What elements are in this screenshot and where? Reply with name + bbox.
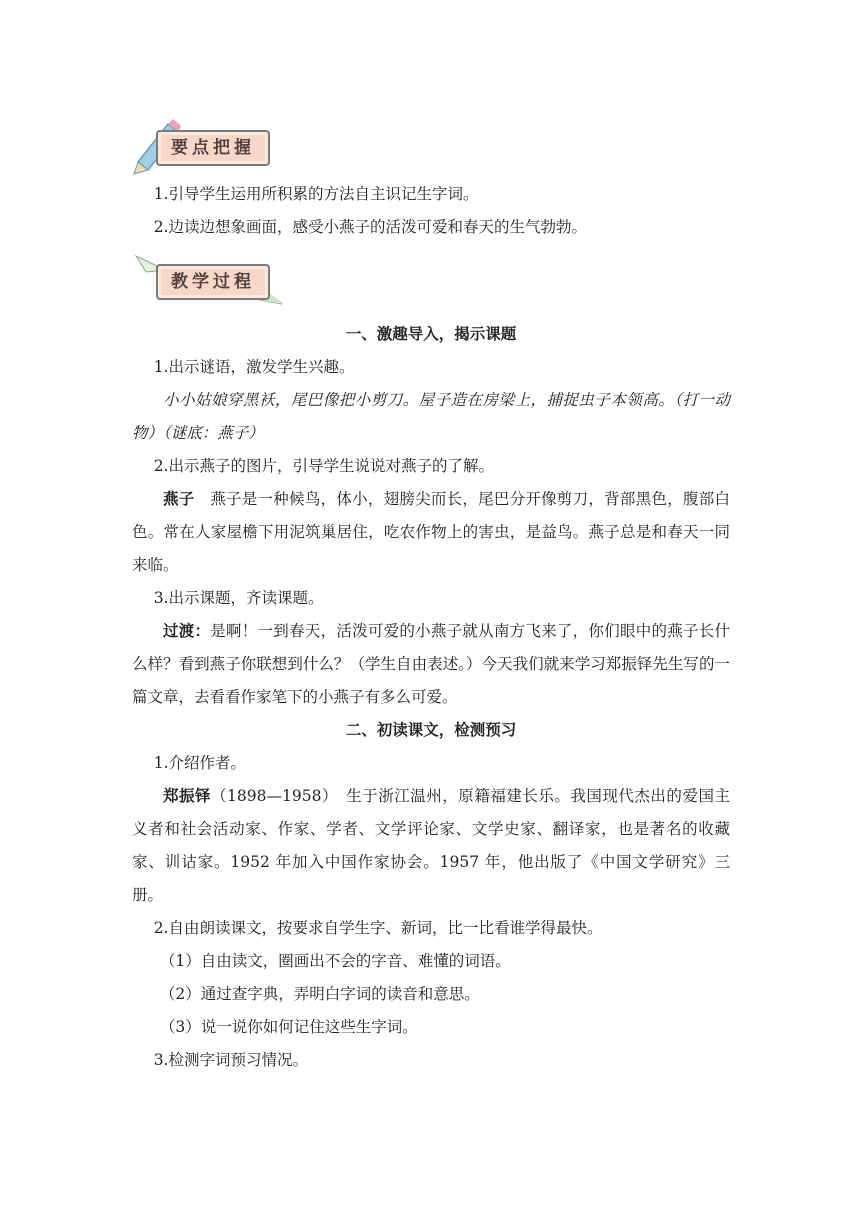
transition-label: 过渡：	[163, 622, 211, 640]
s2-item-3: 3.检测字词预习情况。	[153, 1051, 308, 1069]
author-text: 生于浙江温州，原籍福建长乐。我国现代杰出的爱国主义者和社会活动家、作家、学者、文学评论家、文学史家、翻译家，也是著名的收藏家、训诂家。1952 年加入中国作家协会。1957 年，他出版了《中国文学研究》三册。	[132, 787, 730, 904]
swallow-paragraph	[132, 483, 730, 582]
s1-item-1: 1.出示谜语，激发学生兴趣。	[153, 358, 355, 376]
author-name: 郑振铎	[163, 787, 212, 805]
author-paragraph	[132, 780, 730, 912]
section-1-title: 一、激趣导入，揭示课题	[345, 325, 517, 343]
riddle-text: 小小姑娘穿黑袄，尾巴像把小剪刀。屋子造在房梁上，捕捉虫子本领高。（打一动物）（谜底：燕子）	[132, 391, 730, 442]
process-badge	[132, 250, 730, 312]
section-2-title: 二、初读课文，检测预习	[345, 721, 517, 739]
goal-1: 1.引导学生运用所积累的方法自主识记生字词。	[153, 185, 479, 203]
swallow-text: 燕子是一种候鸟，体小，翅膀尖而长，尾巴分开像剪刀，背部黑色，腹部白色。常在人家屋檐下用泥筑巢居住，吃农作物上的害虫，是益鸟。燕子总是和春天一同来临。	[132, 490, 730, 574]
transition-text: 是啊！一到春天，活泼可爱的小燕子就从南方飞来了，你们眼中的燕子长什么样？看到燕子你联想到什么？（学生自由表述。）今天我们就来学习郑振铎先生写的一篇文章，去看看作家笔下的小燕子有多么可爱。	[132, 622, 730, 706]
goal-2: 2.边读边想象画面，感受小燕子的活泼可爱和春天的生气勃勃。	[153, 218, 587, 236]
key-points-badge	[132, 116, 730, 178]
author-years: （1898—1958）	[211, 787, 331, 805]
s2-sub-2: （2）通过查字典，弄明白字词的读音和意思。	[159, 985, 480, 1003]
page-content	[132, 110, 730, 1077]
s1-item-3: 3.出示课题，齐读课题。	[153, 589, 324, 607]
s2-item-2: 2.自由朗读课文，按要求自学生字、新词，比一比看谁学得最快。	[153, 919, 603, 937]
swallow-term: 燕子	[163, 490, 195, 508]
process-label: 教学过程	[156, 264, 270, 300]
s2-sub-3: （3）说一说你如何记住这些生字词。	[159, 1018, 418, 1036]
s1-item-2: 2.出示燕子的图片，引导学生说说对燕子的了解。	[153, 457, 494, 475]
key-points-label: 要点把握	[156, 130, 270, 166]
s2-item-1: 1.介绍作者。	[153, 754, 246, 772]
s2-sub-1: （1）自由读文，圈画出不会的字音、难懂的词语。	[159, 952, 511, 970]
transition-paragraph	[132, 615, 730, 714]
